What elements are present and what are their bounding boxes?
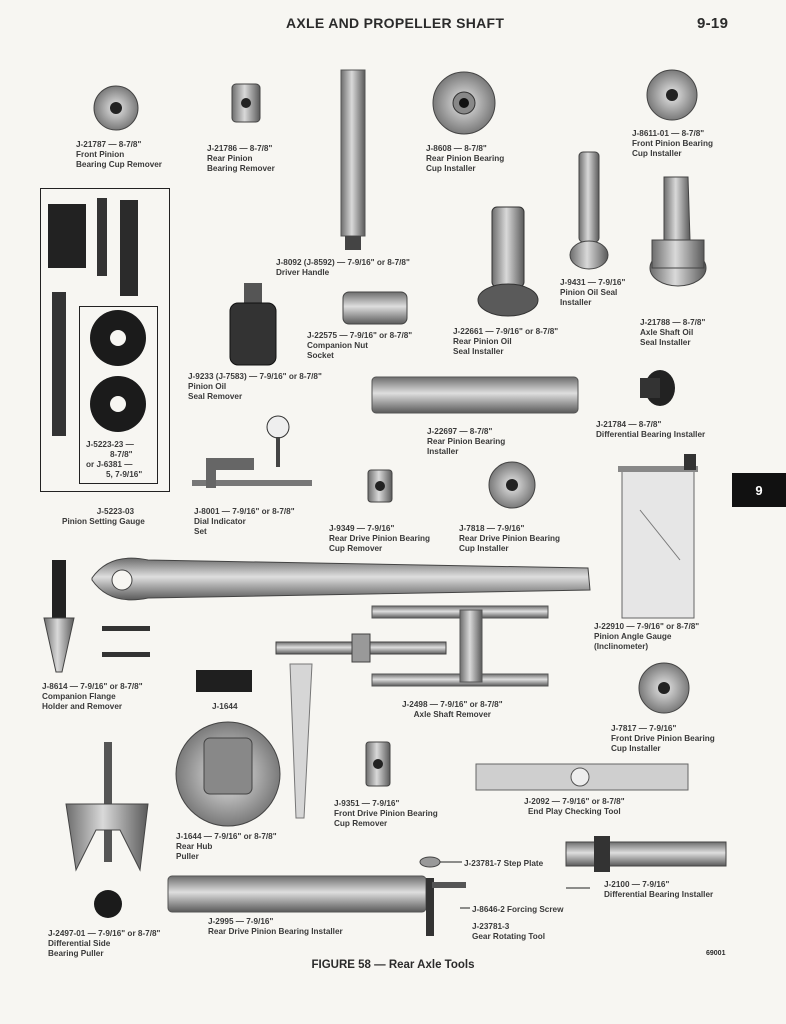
label-j9349: J-9349 — 7-9/16" Rear Drive Pinion Bearing Cup Remover xyxy=(329,524,431,553)
j22575-illustration xyxy=(343,292,407,324)
j9349-illustration xyxy=(368,470,392,502)
section-tab: 9 xyxy=(732,473,786,507)
j1644b-illustration xyxy=(176,722,280,826)
label-j2498: J-2498 — 7-9/16" or 8-7/8" Axle Shaft Remover xyxy=(402,700,503,719)
j522303-illustration xyxy=(48,198,146,436)
j7818-illustration xyxy=(489,462,535,508)
j22910-illustration xyxy=(618,454,698,618)
label-j237817: J-23781-7 Step Plate xyxy=(464,859,544,868)
label-j7817: J-7817 — 7-9/16" Front Drive Pinion Bearing Cup Installer xyxy=(611,724,715,753)
label-j861101: J-8611-01 — 8-7/8" Front Pinion Bearing Cup Installer xyxy=(632,129,713,158)
label-j8092: J-8092 (J-8592) — 7-9/16" or 8-7/8" Driver Handle xyxy=(276,258,410,277)
j2092-illustration xyxy=(476,764,688,790)
figure-caption: FIGURE 58 — Rear Axle Tools xyxy=(311,959,475,971)
label-j22661: J-22661 — 7-9/16" or 8-7/8" Rear Pinion Oil Seal Installer xyxy=(453,327,559,356)
j7817-illustration xyxy=(639,663,689,713)
j21787-illustration xyxy=(94,86,138,130)
label-j2100: J-2100 — 7-9/16" Differential Bearing Installer xyxy=(604,880,714,899)
label-j522323: J-5223-23 — 8-7/8" or J-6381 — 5, 7-9/16" xyxy=(86,440,143,479)
page-header-title: AXLE AND PROPELLER SHAFT xyxy=(286,15,505,31)
label-j22575: J-22575 — 7-9/16" or 8-7/8" Companion Nut Socket xyxy=(307,331,413,360)
j21784-illustration xyxy=(640,370,675,406)
j23781-illustration xyxy=(420,857,470,936)
j8092-illustration xyxy=(341,70,365,250)
figure-code: 69001 xyxy=(706,950,726,957)
label-j237813: J-23781-3 Gear Rotating Tool xyxy=(472,922,546,941)
label-j9351: J-9351 — 7-9/16" Front Drive Pinion Bearing Cup Remover xyxy=(334,799,438,828)
j8608-illustration xyxy=(433,72,495,134)
j861101-illustration xyxy=(647,70,697,120)
j9351-illustration xyxy=(366,742,390,786)
j21788-illustration xyxy=(650,177,706,286)
label-j21788: J-21788 — 8-7/8" Axle Shaft Oil Seal Installer xyxy=(640,318,706,347)
label-j9431: J-9431 — 7-9/16" Pinion Oil Seal Installer xyxy=(560,278,626,307)
label-j1644-hub-puller: J-1644 — 7-9/16" or 8-7/8" Rear Hub Puller xyxy=(176,832,277,861)
label-j8608: J-8608 — 8-7/8" Rear Pinion Bearing Cup Installer xyxy=(426,144,505,173)
label-j1644: J-1644 xyxy=(212,702,238,711)
label-j21787: J-21787 — 8-7/8" Front Pinion Bearing Cup Remover xyxy=(76,140,162,169)
j9431-illustration xyxy=(570,152,608,269)
j2995-illustration xyxy=(168,876,426,912)
page-number: 9-19 xyxy=(697,15,729,32)
label-j9233: J-9233 (J-7583) — 7-9/16" or 8-7/8" Pinion Oil Seal Remover xyxy=(188,372,322,401)
label-j22910: J-22910 — 7-9/16" or 8-7/8" Pinion Angle Gauge (Inclinometer) xyxy=(594,622,700,651)
label-j21786: J-21786 — 8-7/8" Rear Pinion Bearing Remover xyxy=(207,144,275,173)
label-j2995: J-2995 — 7-9/16" Rear Drive Pinion Bearing Installer xyxy=(208,917,343,936)
j22661-illustration xyxy=(478,207,538,316)
label-j86462: J-8646-2 Forcing Screw xyxy=(472,905,564,914)
j8001-illustration xyxy=(192,416,312,488)
label-j249701: J-2497-01 — 7-9/16" or 8-7/8" Differential Side Bearing Puller xyxy=(48,929,161,958)
label-j8001: J-8001 — 7-9/16" or 8-7/8" Dial Indicator Set xyxy=(194,507,295,536)
label-j8614: J-8614 — 7-9/16" or 8-7/8" Companion Flange Holder and Remover xyxy=(42,682,143,711)
label-j522303: J-5223-03 Pinion Setting Gauge xyxy=(62,507,145,526)
label-j2092: J-2092 — 7-9/16" or 8-7/8" End Play Checking Tool xyxy=(524,797,625,816)
j21786-illustration xyxy=(232,84,260,122)
j249701-illustration xyxy=(66,742,148,918)
j22697-illustration xyxy=(372,377,578,413)
j9233-illustration xyxy=(230,283,276,365)
j1644a-illustration xyxy=(196,670,252,692)
label-j21784: J-21784 — 8-7/8" Differential Bearing Installer xyxy=(596,420,706,439)
label-j22697: J-22697 — 8-7/8" Rear Pinion Bearing Installer xyxy=(427,427,506,456)
label-j7818: J-7818 — 7-9/16" Rear Drive Pinion Bearing Cup Installer xyxy=(459,524,561,553)
